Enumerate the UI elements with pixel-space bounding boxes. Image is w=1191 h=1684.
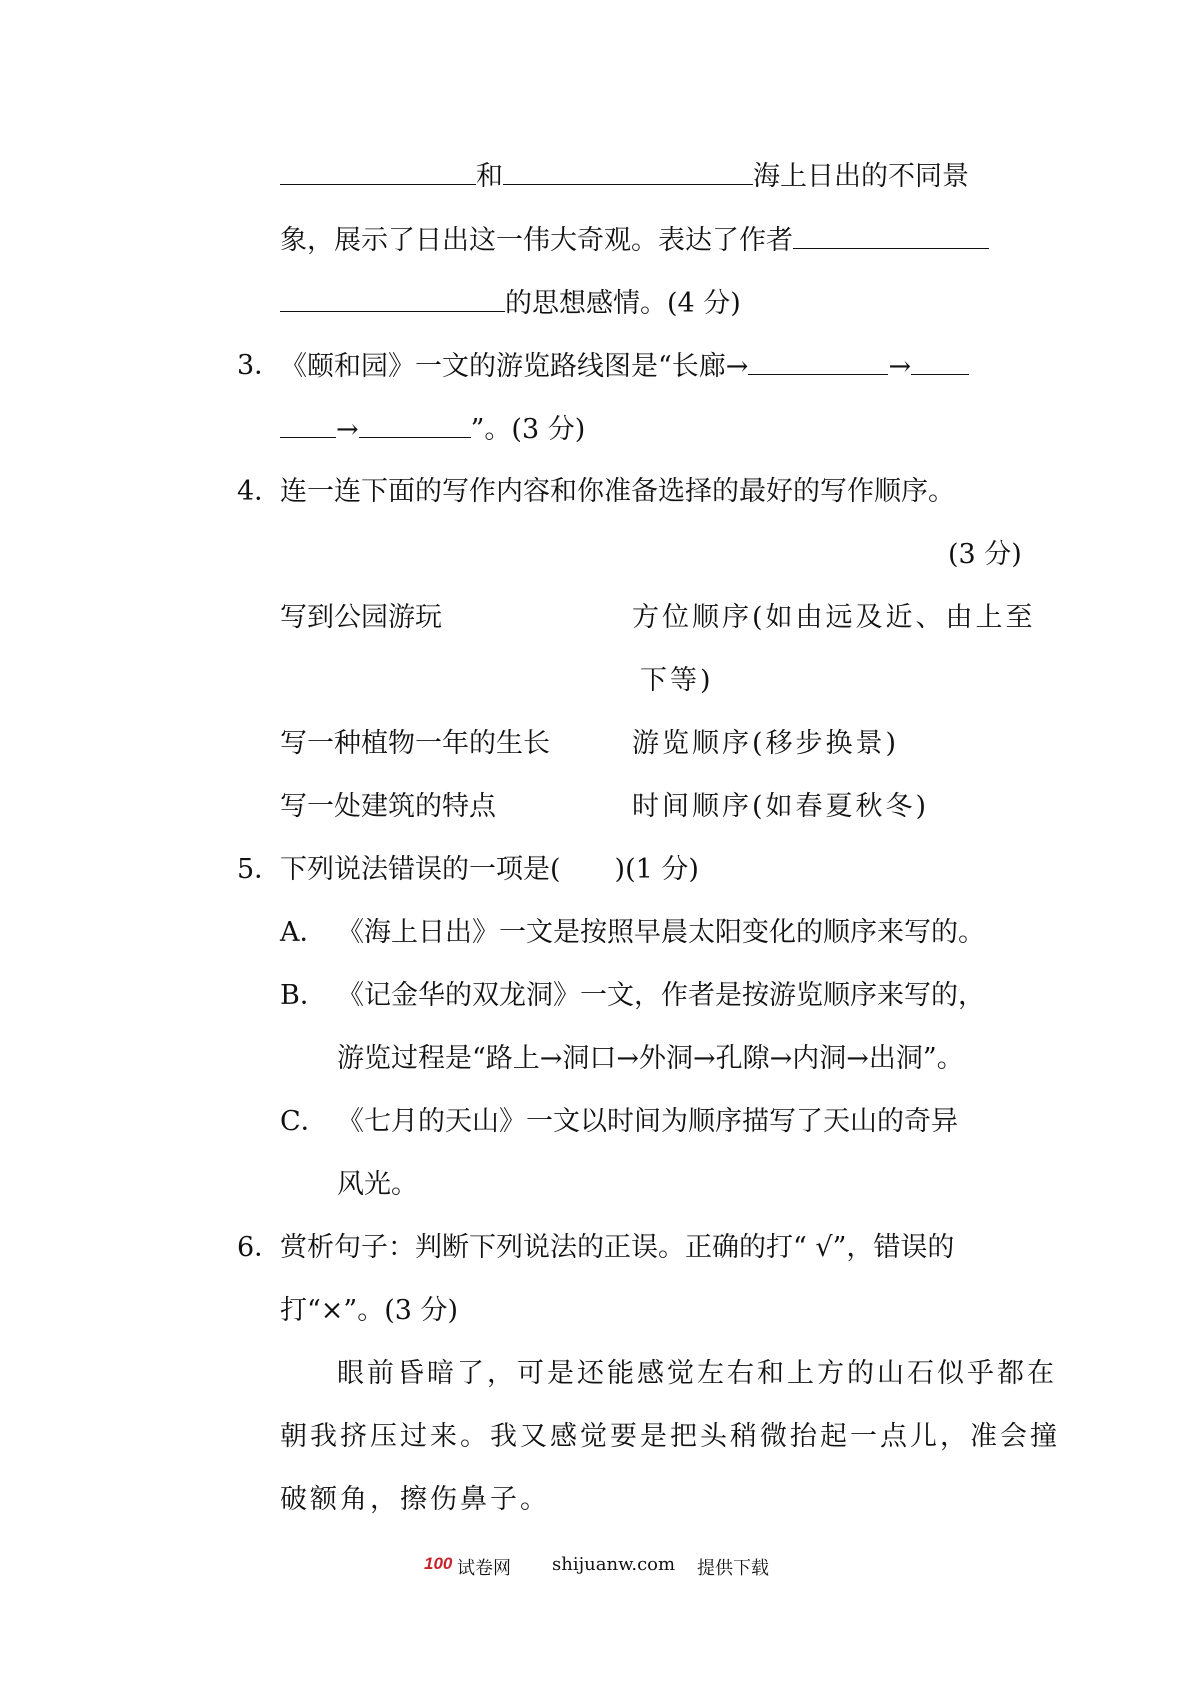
answer-blank[interactable] (911, 348, 969, 375)
q3-line2 (280, 411, 585, 448)
q2-line3 (280, 285, 741, 322)
option-a-text[interactable]: 《海上日出》一文是按照早晨太阳变化的顺序来写的。 (337, 917, 985, 948)
option-label-a[interactable]: A． (280, 917, 327, 948)
answer-blank[interactable] (503, 158, 753, 185)
q2-line2 (280, 222, 989, 259)
option-label-c[interactable]: C． (280, 1106, 328, 1137)
q2-text-and: 和 (476, 161, 503, 192)
q6-number: 6． (237, 1232, 282, 1263)
q3-text: 《颐和园》一文的游览路线图是“长廊→ (280, 351, 749, 382)
answer-blank[interactable] (793, 222, 989, 249)
q6-text-cont: 打“×”。(3 分) (280, 1295, 459, 1326)
passage-line: 破额角，擦伤鼻子。 (280, 1484, 550, 1515)
site-name: 试卷网 (457, 1558, 511, 1579)
q3-text-end: ”。(3 分) (470, 414, 586, 445)
option-label-b[interactable]: B． (280, 980, 327, 1011)
answer-blank[interactable] (280, 411, 336, 438)
q5-text: 下列说法错误的一项是( )(1 分) (280, 854, 699, 885)
match-left-item[interactable]: 写一种植物一年的生长 (280, 728, 550, 759)
download-note: 提供下载 (697, 1558, 769, 1579)
q2-line1 (280, 158, 969, 195)
match-right-item[interactable]: 方位顺序(如由远及近、由上至 (632, 602, 1036, 633)
q3-number: 3． (237, 350, 282, 381)
match-right-item-cont: 下等) (640, 665, 714, 696)
match-right-item[interactable]: 游览顺序(移步换景) (632, 728, 900, 759)
answer-blank[interactable] (748, 348, 888, 375)
page-footer (0, 1550, 1191, 1580)
q3-line1 (280, 348, 969, 385)
answer-blank[interactable] (280, 285, 505, 312)
q4-score: (3 分) (948, 539, 1022, 570)
q5-number: 5． (237, 854, 282, 885)
answer-blank[interactable] (359, 411, 471, 438)
answer-blank[interactable] (280, 158, 476, 185)
match-left-item[interactable]: 写一处建筑的特点 (280, 791, 496, 822)
match-right-item[interactable]: 时间顺序(如春夏秋冬) (632, 791, 930, 822)
q2-text-end: 海上日出的不同景 (753, 161, 969, 192)
q2-text-end: 的思想感情。(4 分) (505, 288, 741, 319)
match-left-item[interactable]: 写到公园游玩 (280, 602, 442, 633)
option-c-text[interactable]: 《七月的天山》一文以时间为顺序描写了天山的奇异 (337, 1106, 958, 1137)
arrow: → (336, 414, 359, 445)
option-b-text[interactable]: 《记金华的双龙洞》一文，作者是按游览顺序来写的， (337, 980, 985, 1011)
option-b-text-cont: 游览过程是“路上→洞口→外洞→孔隙→内洞→出洞”。 (337, 1043, 964, 1074)
q4-text: 连一连下面的写作内容和你准备选择的最好的写作顺序。 (280, 476, 955, 507)
passage-line: 眼前昏暗了，可是还能感觉左右和上方的山石似乎都在 (337, 1358, 1057, 1389)
passage-line: 朝我挤压过来。我又感觉要是把头稍微抬起一点儿，准会撞 (280, 1421, 1060, 1452)
site-domain[interactable]: shijuanw.com (552, 1554, 676, 1575)
site-logo: 100 (424, 1554, 453, 1573)
q6-text: 赏析句子：判断下列说法的正误。正确的打“ √”，错误的 (280, 1232, 955, 1263)
arrow: → (888, 351, 912, 382)
q4-number: 4． (237, 476, 282, 507)
q2-text: 象，展示了日出这一伟大奇观。表达了作者 (280, 225, 793, 256)
option-c-text-cont: 风光。 (337, 1169, 418, 1200)
